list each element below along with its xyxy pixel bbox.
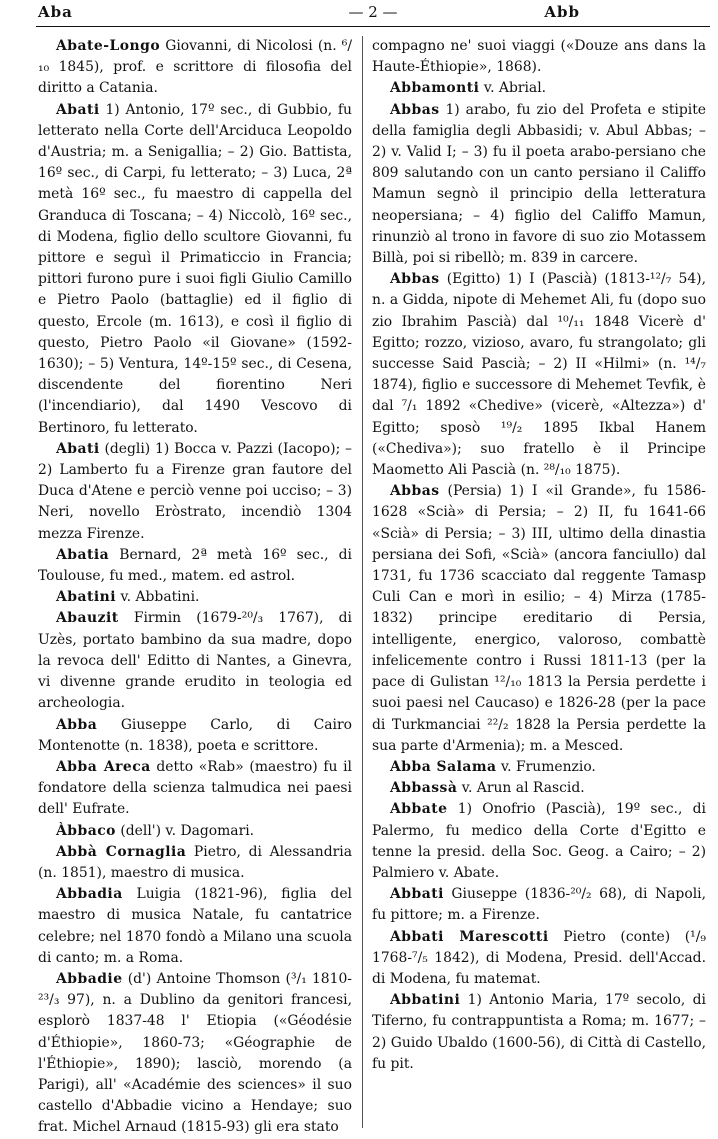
headword: Abbas bbox=[390, 483, 440, 500]
header-left-guideword: Aba bbox=[38, 3, 73, 21]
entry-text: compagno ne' suoi viaggi («Douze ans dans la Haute-Éthiopie», 1868). bbox=[372, 38, 706, 76]
entry-text: Pietro, di Alessandria (n. 1851), maestro di musica. bbox=[38, 843, 352, 881]
entry-text: 1) Antonio, 17º sec., di Gubbio, fu letterato nella Corte dell'Arciduca Leopoldo d'Austria; m. a Senigallia; – 2) Gio. Battista, 16º sec., di Carpi, fu letterato; – 3) Luca, 2ª metà 16º sec., fu maestro di cappella del Granduca di Toscana; – 4) Niccolò, 16º sec., di Modena, figlio dello scultore Giovanni, fu pittore e seguì il Primaticcio in Francia; pittori furono pure i suoi figli Giulio Camillo e Pietro Paolo (battaglie) ed il figlio di questo, Ercole (m. 1613), e così il figlio di questo, Pietro Paolo «il Giovane» (1592-1630); – 5) Ventura, 14º-15º sec., di Cesena, discendente del fiorentino Neri (l'incendiario), dal 1490 Vescovo di Bertinoro, fu letterato. bbox=[38, 101, 352, 436]
entry bbox=[372, 757, 706, 778]
headword: Abbadie bbox=[56, 970, 123, 987]
headword: Abbamonti bbox=[390, 80, 480, 97]
headword: Abba Areca bbox=[56, 758, 151, 775]
entry bbox=[372, 778, 706, 799]
entry-text: (dell') v. Dagomari. bbox=[115, 822, 255, 839]
entry-text: 1) Antonio Maria, 17º secolo, di Tiferno, fu contrappuntista a Roma; m. 1677; – 2) Guido Ubaldo (1600-56), di Città di Castello, fu pit. bbox=[372, 992, 706, 1072]
headword: Abbassà bbox=[390, 780, 458, 797]
right-column bbox=[372, 36, 706, 1075]
entry bbox=[38, 821, 352, 842]
entry bbox=[38, 969, 352, 1139]
headword: Abbas bbox=[390, 101, 440, 118]
entry bbox=[38, 715, 352, 757]
left-column bbox=[38, 36, 352, 1139]
entry-text: v. Abbatini. bbox=[116, 589, 200, 606]
headword: Abbati Marescotti bbox=[390, 928, 549, 945]
headword: Abbate bbox=[390, 801, 448, 818]
entry-text: detto «Rab» (maestro) fu il fondatore della scienza talmudica nei paesi dell' Eufrate. bbox=[38, 758, 352, 818]
entry bbox=[372, 78, 706, 99]
entry bbox=[372, 481, 706, 757]
entry-text: Pietro (conte) (¹/₉ 1768-⁷/₅ 1842), di Modena, Presid. dell'Accad. di Modena, fu matemat. bbox=[372, 928, 706, 987]
entry bbox=[38, 36, 352, 100]
entry bbox=[372, 884, 706, 926]
headword: Abbati bbox=[390, 886, 444, 903]
entry-text: Giovanni, di Nicolosi (n. ⁶/₁₀ 1845), prof. e scrittore di filosofia del diritto a Catania. bbox=[38, 38, 352, 97]
entry-text: 1) arabo, fu zio del Profeta e stipite della famiglia degli Abbasidi; v. Abul Abbas; – 2) v. Valid I; – 3) fu il poeta arabo-persiano che 809 salutando con un canto persiano il Califfo Mamun segnò il principio della letteratura neopersiana; – 4) figlio del Califfo Mamun, rinunziò al trono in favore di suo zio Motassem Billà, poi si ribellò; m. 839 in carcere. bbox=[372, 101, 706, 267]
headword: Abba Salama bbox=[390, 758, 497, 775]
headword: Abati bbox=[56, 440, 100, 457]
headword: Abba bbox=[56, 716, 98, 733]
headword: Abatia bbox=[56, 546, 110, 563]
entry-text: Luigia (1821-96), figlia del maestro di musica Natale, fu cantatrice celebre; nel 1870 fondò a Milano una scuola di canto; m. a Roma. bbox=[38, 886, 352, 966]
headword: Abati bbox=[56, 101, 100, 118]
entry bbox=[38, 884, 352, 969]
entry bbox=[372, 799, 706, 884]
headword: Àbbaco bbox=[56, 822, 116, 839]
entry-text: Giuseppe (1836-²⁰/₂ 68), di Napoli, fu pittore; m. a Firenze. bbox=[372, 886, 706, 924]
headword: Abbas bbox=[390, 271, 440, 288]
header-right-guideword: Abb bbox=[544, 3, 580, 21]
entry bbox=[38, 545, 352, 587]
headword: Abbadia bbox=[56, 886, 123, 903]
entry-text: Firmin (1679-²⁰/₃ 1767), di Uzès, portato bambino da sua madre, dopo la revoca dell' Editto di Nantes, a Ginevra, vi divenne grande erudito in teologia ed archeologia. bbox=[38, 610, 352, 712]
entry-text: Bernard, 2ª metà 16º sec., di Toulouse, fu med., matem. ed astrol. bbox=[38, 546, 352, 585]
entry-text: (degli) 1) Bocca v. Pazzi (Iacopo); – 2) Lamberto fu a Firenze gran fautore del Duca d'Atene e perciò venne poi ucciso; – 3) Neri, novello Eròstrato, incendiò 1304 mezza Firenze. bbox=[38, 440, 352, 542]
column-divider bbox=[362, 36, 363, 1128]
page-number: — 2 — bbox=[348, 3, 398, 21]
entry bbox=[38, 757, 352, 821]
entry-text: (d') Antoine Thomson (³/₁ 1810-²³/₃ 97), n. a Dublino da genitori francesi, esplorò 1837-48 l' Etiopia («Géodésie d'Éthiopie», 1860-73; «Géographie de l'Éthiopie», 1890); lasciò, morendo (a Parigi), all' «Académie des sciences» il suo castello d'Abbadie vicino a Hendaye; suo frat. Michel Arnaud (1815-93) gli era stato bbox=[38, 970, 352, 1136]
headword: Abate-Longo bbox=[56, 38, 161, 54]
headword: Abauzit bbox=[56, 610, 119, 627]
entry bbox=[38, 587, 352, 608]
entry-text: Giuseppe Carlo, di Cairo Montenotte (n. 1838), poeta e scrittore. bbox=[38, 716, 352, 754]
headword: Abbà Cornaglia bbox=[56, 843, 187, 860]
entry bbox=[38, 842, 352, 884]
entry-text: (Egitto) 1) I (Pascià) (1813-¹²/₇ 54), n. a Gidda, nipote di Mehemet Ali, fu (dopo suo zio Ibrahim Pascià) dal ¹⁰/₁₁ 1848 Vicerè d' Egitto; rozzo, vizioso, avaro, fu strangolato; gli successe Said Pascià; – 2) II «Hilmi» (n. ¹⁴/₇ 1874), figlio e successore di Mehemet Tevfik, è dal ⁷/₁ 1892 «Chedive» (vicerè, «Altezza») d' Egitto; sposò ¹⁹/₂ 1895 Ikbal Hanem («Chediva»); suo fratello è il Principe Maometto Ali Pascià (n. ²⁸/₁₀ 1875). bbox=[372, 271, 706, 479]
entry bbox=[372, 269, 706, 481]
entry bbox=[372, 100, 706, 270]
entry-text: v. Abrial. bbox=[479, 80, 547, 97]
entry bbox=[372, 927, 706, 991]
entry-text: v. Frumenzio. bbox=[496, 758, 596, 775]
entry bbox=[38, 100, 352, 439]
headword: Abbatini bbox=[390, 992, 461, 1009]
entry bbox=[372, 990, 706, 1075]
entry bbox=[38, 608, 352, 714]
headword: Abatini bbox=[56, 589, 117, 606]
entry-text: 1) Onofrio (Pascià), 19º sec., di Palermo, fu medico della Corte d'Egitto e tenne la presid. della Soc. Geog. a Cairo; – 2) Palmiero v. Abate. bbox=[372, 801, 706, 881]
entry bbox=[38, 439, 352, 545]
entry-text: (Persia) 1) I «il Grande», fu 1586-1628 «Scià» di Persia; – 2) II, fu 1641-66 «Scià» di Persia; – 3) III, ultimo della dinastia persiana dei Sofi, «Scià» (ancora fanciullo) dal 1731, fu 1736 scacciato dal reggente Tamasp Culi Can e morì in esilio; – 4) Mirza (1785-1832) principe ereditario di Persia, intelligente, energico, valoroso, combattè infelicemente contro i Russi 1811-13 (per la pace di Gulistan ¹²/₁₀ 1813 la Persia perdette i suoi paesi nel Caucaso) e 1826-28 (per la pace di Turkmanciai ²²/₂ 1828 la Persia perdette la sua parte d'Armenia); m. a Mesced. bbox=[372, 483, 706, 754]
page-header bbox=[36, 0, 710, 27]
entry-continuation bbox=[372, 36, 706, 78]
entry-text: v. Arun al Rascid. bbox=[457, 780, 585, 797]
